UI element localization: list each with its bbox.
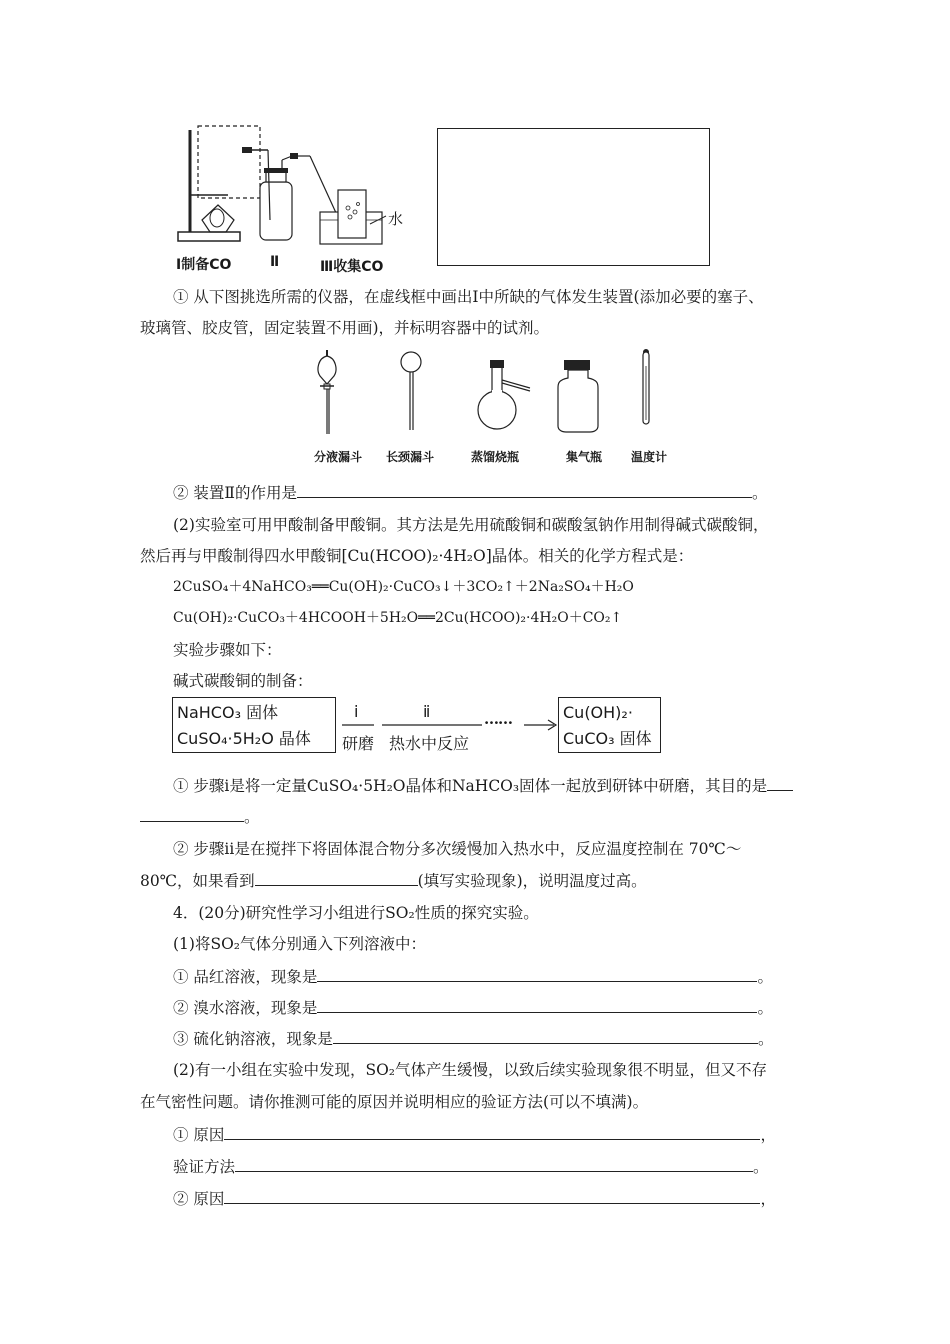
label-apparatus-II: Ⅱ: [270, 254, 280, 270]
q4-part2-line2: 在气密性问题。请你推测可能的原因并说明相应的验证方法(可以不填满)。: [140, 1093, 649, 1111]
q4-item-b-end: 。: [757, 999, 773, 1017]
scheme-step1-top: ⅰ: [354, 702, 359, 721]
q4-item-a-text: ① 品红溶液，现象是: [173, 968, 318, 986]
q2-step-ii-text: 80℃，如果看到: [140, 872, 255, 890]
long-neck-funnel-icon: [401, 352, 421, 430]
q4-item-a-blank[interactable]: [317, 966, 757, 982]
label-apparatus-I: Ⅰ制备CO: [176, 257, 232, 273]
scheme-box1-line2: CuSO₄·5H₂O 晶体: [177, 729, 311, 748]
q4-item-b-blank[interactable]: [317, 997, 757, 1013]
instrument-label-distillation-flask: 蒸馏烧瓶: [471, 450, 520, 464]
scheme-step2-bottom: 热水中反应: [389, 734, 470, 753]
instrument-label-thermometer: 温度计: [631, 450, 668, 464]
q1-item2-end: 。: [751, 484, 768, 502]
q4-reason1: [173, 1124, 776, 1145]
q1-item2-blank[interactable]: [297, 482, 752, 498]
answer-drawing-box[interactable]: [437, 128, 710, 266]
q4-reason1-blank[interactable]: [224, 1124, 760, 1140]
q4-reason2-comma: ，: [760, 1190, 776, 1208]
q2-step-i-text: ① 步骤ⅰ是将一定量CuSO₄·5H₂O晶体和NaHCO₃固体一起放到研钵中研磨，其目的是: [173, 777, 768, 795]
scheme-box-reactants: [172, 697, 336, 753]
q4-heading: 4．(20分)研究性学习小组进行SO₂性质的探究实验。: [173, 904, 539, 922]
q4-reason1-comma: ，: [760, 1126, 776, 1144]
scheme-dots: ……: [484, 710, 512, 728]
q4-item-a-end: 。: [757, 968, 773, 986]
q4-item-b-text: ② 溴水溶液，现象是: [173, 999, 318, 1017]
q2-step-ii-line1: ② 步骤ⅱ是在搅拌下将固体混合物分多次缓慢加入热水中，反应温度控制在 70℃～: [173, 840, 742, 858]
instruments-drawing: [300, 346, 700, 446]
q4-reason2-blank[interactable]: [224, 1188, 760, 1204]
q1-item2: [173, 482, 767, 503]
q4-reason2: [173, 1188, 776, 1209]
q4-item-c-end: 。: [757, 1030, 774, 1048]
q4-reason2-text: ② 原因: [173, 1190, 225, 1208]
q2-step-i: [173, 775, 793, 796]
distillation-flask-icon: [478, 360, 530, 429]
separatory-funnel-icon: [318, 350, 336, 434]
thermometer-icon: [643, 349, 649, 424]
q2-equation1: 2CuSO₄＋4NaHCO₃══Cu(OH)₂·CuCO₃↓＋3CO₂↑＋2Na₂SO₄＋H₂O: [173, 579, 634, 595]
q2-intro-line1: (2)实验室可用甲酸制备甲酸铜。其方法是先用硫酸铜和碳酸氢钠作用制得碱式碳酸铜，: [173, 516, 769, 534]
instrument-label-long-neck-funnel: 长颈漏斗: [386, 450, 435, 464]
q4-reason1-text: ① 原因: [173, 1126, 225, 1144]
gas-jar-icon: [558, 360, 598, 432]
scheme-box-product: [558, 697, 661, 753]
scheme-box2-line1: Cu(OH)₂·: [563, 703, 633, 722]
q4-item-b: [173, 997, 773, 1018]
scheme-arrow: [338, 716, 558, 732]
q1-item1-line2: 玻璃管、胶皮管，固定装置不用画)，并标明容器中的试剂。: [140, 319, 550, 337]
q2-step-i-blank-b[interactable]: [140, 806, 244, 822]
q2-steps-heading: 实验步骤如下：: [173, 641, 282, 659]
q2-step-ii-end: (填写实验现象)，说明温度过高。: [417, 872, 647, 890]
q2-intro-line2: 然后再与甲酸制得四水甲酸铜[Cu(HCOO)₂·4H₂O]晶体。相关的化学方程式是：: [140, 547, 694, 565]
q4-verify-blank[interactable]: [235, 1156, 753, 1172]
scheme-step1-bottom: 研磨: [342, 734, 375, 753]
q4-part1: (1)将SO₂气体分别通入下列溶液中：: [173, 935, 426, 953]
q4-item-c: [173, 1028, 773, 1049]
q4-verify-text: 验证方法: [173, 1158, 236, 1176]
q2-step-i-blank-a[interactable]: [767, 775, 793, 791]
q4-item-c-text: ③ 硫化钠溶液，现象是: [173, 1030, 333, 1048]
q4-item-a: [173, 966, 773, 987]
q2-step-ii-blank[interactable]: [255, 870, 418, 886]
label-apparatus-III: Ⅲ收集CO: [320, 259, 384, 275]
q4-verify: [173, 1156, 769, 1177]
q2-equation2: Cu(OH)₂·CuCO₃＋4HCOOH＋5H₂O══2Cu(HCOO)₂·4H₂O＋CO₂↑: [173, 610, 623, 626]
instrument-label-gas-jar: 集气瓶: [566, 450, 603, 464]
scheme-step2-top: ⅱ: [423, 702, 431, 721]
scheme-box1-line1: NaHCO₃ 固体: [177, 703, 279, 722]
label-water: 水: [388, 210, 404, 228]
scheme-box2-line2: CuCO₃ 固体: [563, 729, 652, 748]
q4-verify-end: 。: [753, 1158, 769, 1176]
q2-step-ii-line2: [140, 870, 647, 891]
q2-step-i-line2: [140, 806, 260, 827]
q1-item2-text: ② 装置Ⅱ的作用是: [173, 484, 297, 502]
q4-item-c-blank[interactable]: [333, 1028, 758, 1044]
q4-part2-line1: (2)有一小组在实验中发现，SO₂气体产生缓慢，以致后续实验现象很不明显，但又不存: [173, 1061, 767, 1079]
instrument-label-separatory-funnel: 分液漏斗: [314, 450, 363, 464]
instruments-figure: [300, 346, 700, 446]
q1-item1-line1: ① 从下图挑选所需的仪器，在虚线框中画出Ⅰ中所缺的气体发生装置(添加必要的塞子、: [173, 288, 764, 306]
q2-prep-heading: 碱式碳酸铜的制备：: [173, 672, 313, 690]
q2-step-i-end: 。: [244, 808, 260, 826]
